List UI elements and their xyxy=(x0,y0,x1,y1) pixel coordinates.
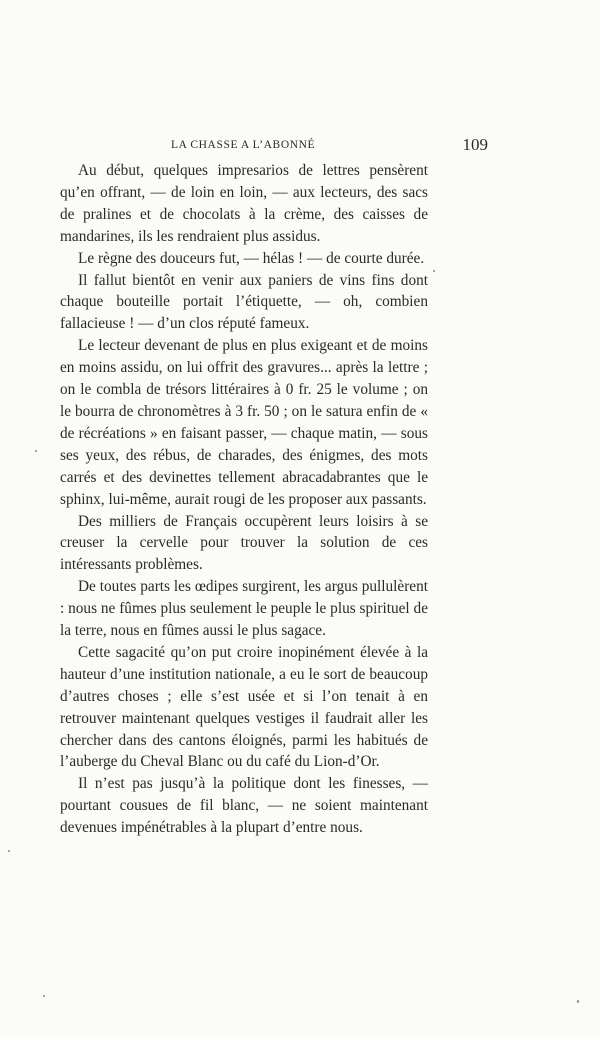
paper-speck xyxy=(35,450,37,452)
paragraph: Cette sagacité qu’on put croire inopinément élevée à la hauteur d’une institution nationale, a eu le sort de beaucoup d’autres choses ; elle s’est usée et si l’on tenait à en retrouver maintenant quelques vestiges il faudrait aller les chercher dans des cantons éloignés, parmi les habitués de l’auberge du Cheval Blanc ou du café du Lion-d’Or. xyxy=(60,643,428,771)
paragraph: De toutes parts les œdipes surgirent, les argus pullulèrent : nous ne fûmes plus seulement le peuple le plus spirituel de la terre, nous en fûmes aussi le plus sagace. xyxy=(60,578,428,640)
running-title: LA CHASSE A L’ABONNÉ xyxy=(171,139,316,151)
paragraph: Le lecteur devenant de plus en plus exigeant et de moins en moins assidu, on lui offrit des gravures... après la lettre ; on le combla de trésors littéraires à 0 fr. 25 le volume ; on le bourra de chronomètres à 3 fr. 50 ; on le satura enfin de « de récréations » en faisant passer, — chaque matin, — sous ses yeux, des rébus, de charades, des énigmes, des mots carrés et des devinettes tellement abracadabrantes que le sphinx, lui-même, aurait rougi de les proposer aux passants. xyxy=(60,337,428,508)
paper-speck xyxy=(43,995,45,997)
paragraph: Le règne des douceurs fut, — hélas ! — de courte durée. xyxy=(78,249,425,267)
running-head xyxy=(60,133,540,157)
paper-speck xyxy=(577,1000,579,1003)
body-text xyxy=(60,160,428,839)
paragraph: Au début, quelques impresarios de lettres pensèrent qu’en offrant, — de loin en loin, — aux lecteurs, des sacs de pralines et de chocolats à la crème, des caisses de mandarines, ils les rendraient plus assidus. xyxy=(60,162,428,245)
paragraph: Des milliers de Français occupèrent leurs loisirs à se creuser la cervelle pour trouver la solution de ces intéressants problèmes. xyxy=(60,512,428,574)
paper-speck xyxy=(433,270,435,272)
page-number: 109 xyxy=(462,135,488,154)
paragraph: Il n’est pas jusqu’à la politique dont les finesses, — pourtant cousues de fil blanc, — ne soient maintenant devenues impénétrables à la plupart d’entre nous. xyxy=(60,775,428,837)
paragraph: Il fallut bientôt en venir aux paniers de vins fins dont chaque bouteille portait l’étiquette, — oh, combien fallacieuse ! — d’un clos réputé fameux. xyxy=(60,271,428,333)
paper-speck xyxy=(8,850,10,852)
